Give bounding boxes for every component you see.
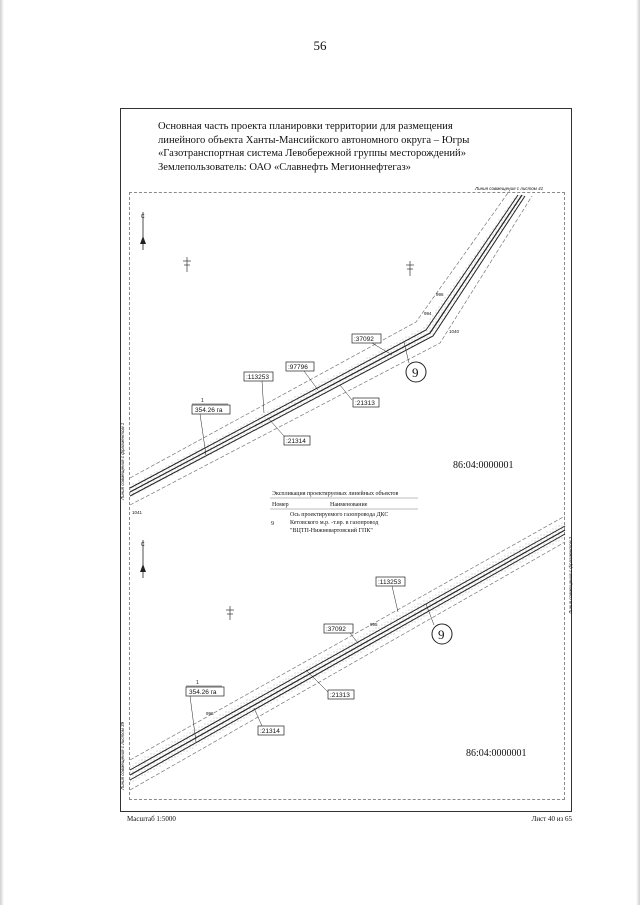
svg-text::97796: :97796 bbox=[288, 364, 308, 371]
svg-text::21314: :21314 bbox=[286, 438, 306, 445]
top-left-match-line-label: Линия совмещения с фрагментом 1 bbox=[120, 422, 125, 500]
title-line-3: «Газотранспортная система Левобережной группы месторождений» bbox=[158, 148, 467, 159]
legend-row-line: Кетовского м.р. -т.вр. в газопровод bbox=[290, 520, 379, 526]
parcel-label-21313 bbox=[340, 385, 379, 407]
parcel-label-113253 bbox=[244, 372, 273, 413]
scale-label: Масштаб 1:5000 bbox=[127, 815, 176, 823]
svg-text:1: 1 bbox=[201, 398, 204, 404]
picket-label: 1040 bbox=[449, 329, 460, 334]
parcel-label-97796 bbox=[286, 362, 318, 390]
svg-text::21313: :21313 bbox=[355, 400, 375, 407]
svg-text:354.26 га: 354.26 га bbox=[189, 689, 217, 696]
svg-text:С: С bbox=[141, 542, 145, 548]
parcel-label-21314 bbox=[254, 708, 284, 735]
parcel-label-113253 bbox=[376, 577, 405, 612]
legend-table bbox=[270, 490, 418, 534]
legend-row-number: 9 bbox=[271, 521, 274, 527]
bottom-pipeline-line-1 bbox=[130, 526, 565, 770]
svg-text::37092: :37092 bbox=[354, 336, 374, 343]
picket-label: 996 bbox=[206, 711, 214, 716]
svg-text::37092: :37092 bbox=[326, 626, 346, 633]
legend-col-name: Наименование bbox=[330, 502, 368, 508]
power-line-symbol-icon bbox=[183, 257, 414, 276]
parcel-label-21314 bbox=[268, 418, 310, 445]
cadastral-quarter-label: 86:04:0000001 bbox=[466, 748, 527, 759]
picket-label: 995 bbox=[370, 622, 378, 627]
top-boundary-upper bbox=[130, 190, 510, 478]
svg-text:9: 9 bbox=[438, 627, 445, 642]
svg-text::21313: :21313 bbox=[330, 692, 350, 699]
svg-text:1: 1 bbox=[196, 680, 199, 686]
title-line-1: Основная часть проекта планировки территории для размещения bbox=[158, 121, 453, 132]
picket-label: 1041 bbox=[132, 510, 143, 515]
legend-col-number: Номер bbox=[272, 502, 289, 508]
north-arrow-icon bbox=[140, 212, 146, 250]
svg-text::113253: :113253 bbox=[378, 579, 402, 586]
top-match-line-label: Линия совмещения с листом 41 bbox=[475, 186, 544, 191]
picket-label: 996 bbox=[436, 292, 444, 297]
bottom-map bbox=[120, 516, 573, 791]
top-corridor-fill bbox=[130, 193, 526, 498]
bottom-pipeline-line-2 bbox=[130, 534, 565, 780]
svg-text::113253: :113253 bbox=[246, 374, 270, 381]
title-line-2: линейного объекта Ханты-Мансийского автономного округа – Югры bbox=[158, 134, 470, 146]
top-map bbox=[120, 186, 544, 515]
bottom-boundary-upper bbox=[130, 516, 565, 760]
page-number: 56 bbox=[313, 38, 327, 53]
power-line-symbol-icon bbox=[226, 606, 234, 620]
bottom-right-match-line-label: Линия совмещения с фрагментом 2 bbox=[568, 536, 573, 614]
picket-label: 994 bbox=[424, 311, 432, 316]
svg-text:С: С bbox=[141, 214, 145, 220]
svg-text::21314: :21314 bbox=[260, 728, 280, 735]
bottom-left-match-line-label: Линия совмещения с листом 39 bbox=[120, 721, 125, 790]
cadastral-quarter-label: 86:04:0000001 bbox=[453, 460, 514, 471]
title-line-4: Землепользователь: ОАО «Славнефть Мегионнефтегаз» bbox=[158, 161, 411, 173]
legend-row-line: "ВЦТП-Нижневартовский ГПК" bbox=[290, 528, 373, 534]
bottom-pipeline-axis bbox=[130, 530, 565, 775]
top-pipeline-line-1 bbox=[130, 195, 518, 488]
legend-row-line: Ось проектируемого газопровода ДКС bbox=[290, 512, 389, 518]
svg-text:354.26 га: 354.26 га bbox=[195, 407, 223, 414]
top-pipeline-axis bbox=[130, 195, 522, 492]
top-pipeline-line-2 bbox=[130, 196, 525, 496]
legend-title: Экспликация проектируемых линейных объектов bbox=[272, 491, 399, 497]
sheet-label: Лист 40 из 65 bbox=[531, 815, 572, 823]
north-arrow-icon bbox=[140, 540, 146, 578]
svg-text:9: 9 bbox=[412, 365, 419, 380]
